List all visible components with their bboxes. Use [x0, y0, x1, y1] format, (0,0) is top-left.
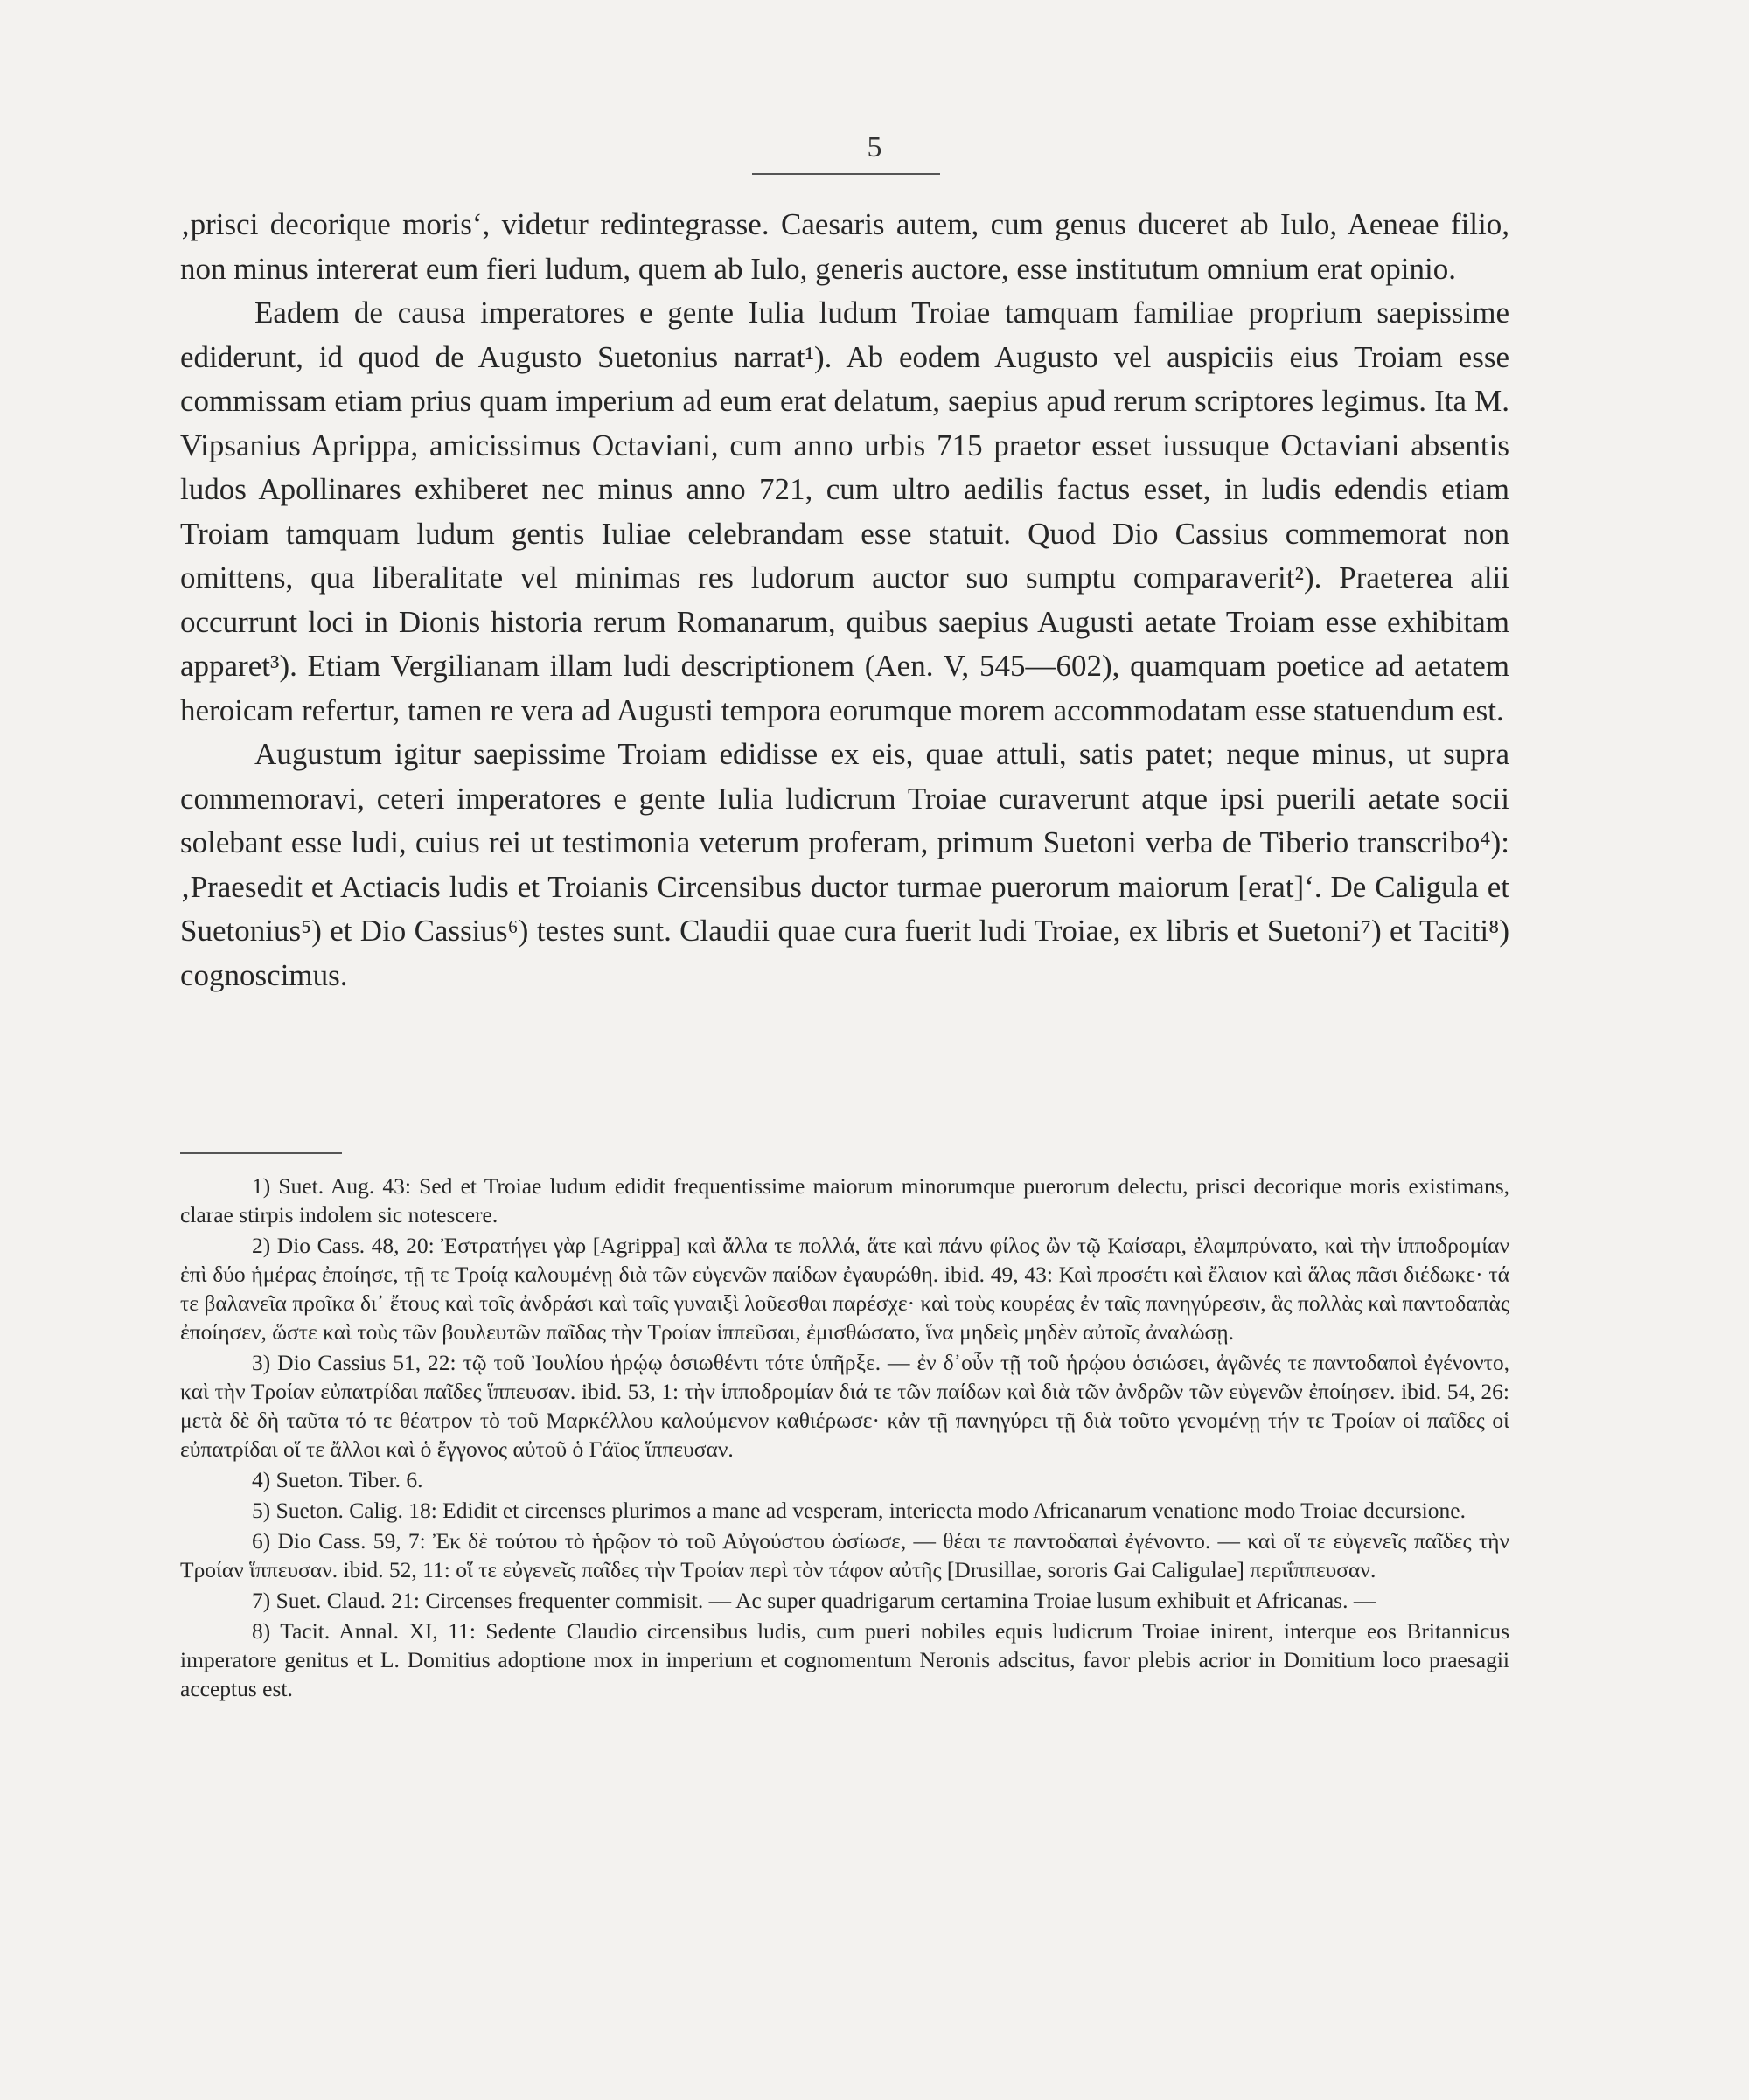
page-number: 5 — [867, 131, 882, 163]
footnote-6: 6) Dio Cass. 59, 7: Ἐκ δὲ τούτου τὸ ἡρῷον τὸ τοῦ Αὐγούστου ὡσίωσε, — θέαι τε παντοδαπαὶ ἐγένοντο. — καὶ οἵ τε εὐγενεῖς παῖδες τὴν Τροίαν ἵππευσαν. ibid. 52, 11: οἵ τε εὐγενεῖς παῖδες τὴν Τροίαν περὶ τὸν τάφον αὐτῆς [Drusillae, sororis Gai Caligulae] περιΐππευσαν. — [180, 1528, 1509, 1582]
paragraph-2: Eadem de causa imperatores e gente Iulia ludum Troiae tamquam familiae proprium saepissime ediderunt, id quod de Augusto Suetonius narrat¹). Ab eodem Augusto vel auspiciis eius Troiam esse commissam etiam prius quam imperium ad eum erat delatum, saepius apud rerum scriptores legimus. Ita M. Vipsanius Aprippa, amicissimus Octaviani, cum anno urbis 715 praetor esset iussuque Octaviani absentis ludos Apollinares exhiberet nec minus anno 721, cum ultro aedilis factus esset, in ludis edendis etiam Troiam tamquam ludum gentis Iuliae celebrandam esse statuit. Quod Dio Cassius commemorat non omittens, qua liberalitate vel minimas res ludorum auctor suo sumptu comparaverit²). Praeterea alii occurrunt loci in Dionis historia rerum Romanarum, quibus saepius Augusti aetate Troiam esse exhibitam apparet³). Etiam Vergilianam illam ludi descriptionem (Aen. V, 545—602), quamquam poetice ad aetatem heroicam refertur, tamen re vera ad Augusti tempora eorumque morem accommodatam esse statuendum est. — [180, 296, 1509, 727]
footnote-7: 7) Suet. Claud. 21: Circenses frequenter commisit. — Ac super quadrigarum certamina Troiae lusum exhibuit et Africanas. — — [252, 1588, 1376, 1613]
paragraph-1: ‚prisci decorique moris‘, videtur redintegrasse. Caesaris autem, cum genus duceret ab Iulo, Aeneae filio, non minus intererat eum fieri ludum, quem ab Iulo, generis auctore, esse institutum omnium erat opinio. — [180, 207, 1509, 286]
footnote-3: 3) Dio Cassius 51, 22: τῷ τοῦ Ἰουλίου ἡρῴῳ ὁσιωθέντι τότε ὑπῆρξε. — ἐν δ᾽οὖν τῇ τοῦ ἡρῴου ὁσιώσει, ἀγῶνές τε παντοδαποὶ ἐγένοντο, καὶ τὴν Τροίαν εὐπατρίδαι παῖδες ἵππευσαν. ibid. 53, 1: τὴν ἱπποδρομίαν διά τε τῶν παίδων καὶ διὰ τῶν ἀνδρῶν τῶν εὐγενῶν ἐποίησεν. ibid. 54, 26: μετὰ δὲ δὴ ταῦτα τό τε θέατρον τὸ τοῦ Μαρκέλλου καλούμενον καθιέρωσε· κἀν τῇ πανηγύρει τῇ διὰ τοῦτο γενομένῃ τήν τε Τροίαν οἱ παῖδες οἱ εὐπατρίδαι οἵ τε ἄλλοι καὶ ὁ ἔγγονος αὐτοῦ ὁ Γάϊος ἵππευσαν. — [180, 1350, 1509, 1462]
footnote-4: 4) Sueton. Tiber. 6. — [252, 1467, 423, 1492]
main-text — [180, 203, 1509, 998]
footnote-2: 2) Dio Cass. 48, 20: Ἐστρατήγει γὰρ [Agrippa] καὶ ἄλλα τε πολλά, ἅτε καὶ πάνυ φίλος ὢν τῷ Καίσαρι, ἐλαμπρύνατο, καὶ τὴν ἱπποδρομίαν ἐπὶ δύο ἡμέρας ἐποίησε, τῇ τε Τροίᾳ καλουμένῃ διὰ τῶν εὐγενῶν παίδων ἐγαυρώθη. ibid. 49, 43: Καὶ προσέτι καὶ ἔλαιον καὶ ἅλας πᾶσι διέδωκε· τά τε βαλανεῖα προῖκα δι᾽ ἔτους καὶ τοῖς ἀνδράσι καὶ ταῖς γυναιξὶ λοῦεσθαι παρέσχε· καὶ τοὺς κουρέας ἐν ταῖς πανηγύρεσιν, ἃς πολλὰς καὶ παντοδαπὰς ἐποίησεν, ὥστε καὶ τοὺς τῶν βουλευτῶν παῖδας τὴν Τροίαν ἱππεῦσαι, ἐμισθώσατο, ἵνα μηδεὶς μηδὲν αὐτοῖς ἀναλώσῃ. — [180, 1233, 1509, 1345]
paragraph-3: Augustum igitur saepissime Troiam edidisse ex eis, quae attuli, satis patet; neque minus, ut supra commemoravi, ceteri imperatores e gente Iulia ludicrum Troiae curaverunt atque ipsi puerili aetate socii solebant esse ludi, cuius rei ut testimonia veterum proferam, primum Suetoni verba de Tiberio transcribo⁴): ‚Praesedit et Actiacis ludis et Troianis Circensibus ductor turmae puerorum maiorum [erat]‘. De Caligula et Suetonius⁵) et Dio Cassius⁶) testes sunt. Claudii quae cura fuerit ludi Troiae, ex libris et Suetoni⁷) et Taciti⁸) cognoscimus. — [180, 737, 1509, 992]
footnote-1: 1) Suet. Aug. 43: Sed et Troiae ludum edidit frequentissime maiorum minorumque puerorum delectu, prisci decorique moris existimans, clarae stirpis indolem sic notescere. — [180, 1173, 1509, 1227]
footnote-8: 8) Tacit. Annal. XI, 11: Sedente Claudio circensibus ludis, cum pueri nobiles equis ludicrum Troiae inirent, interque eos Britannicus imperatore genitus et L. Domitius adoptione mox in imperium et cognomentum Neronis adscitus, favor plebis acrior in Domitium loco praesagii acceptus est. — [180, 1618, 1509, 1701]
footnote-rule — [180, 1152, 342, 1154]
footnote-5: 5) Sueton. Calig. 18: Edidit et circenses plurimos a mane ad vesperam, interiecta modo Africanarum venatione modo Troiae decursione. — [252, 1498, 1466, 1523]
footnotes — [180, 1172, 1509, 1705]
page-number-rule — [752, 173, 940, 175]
